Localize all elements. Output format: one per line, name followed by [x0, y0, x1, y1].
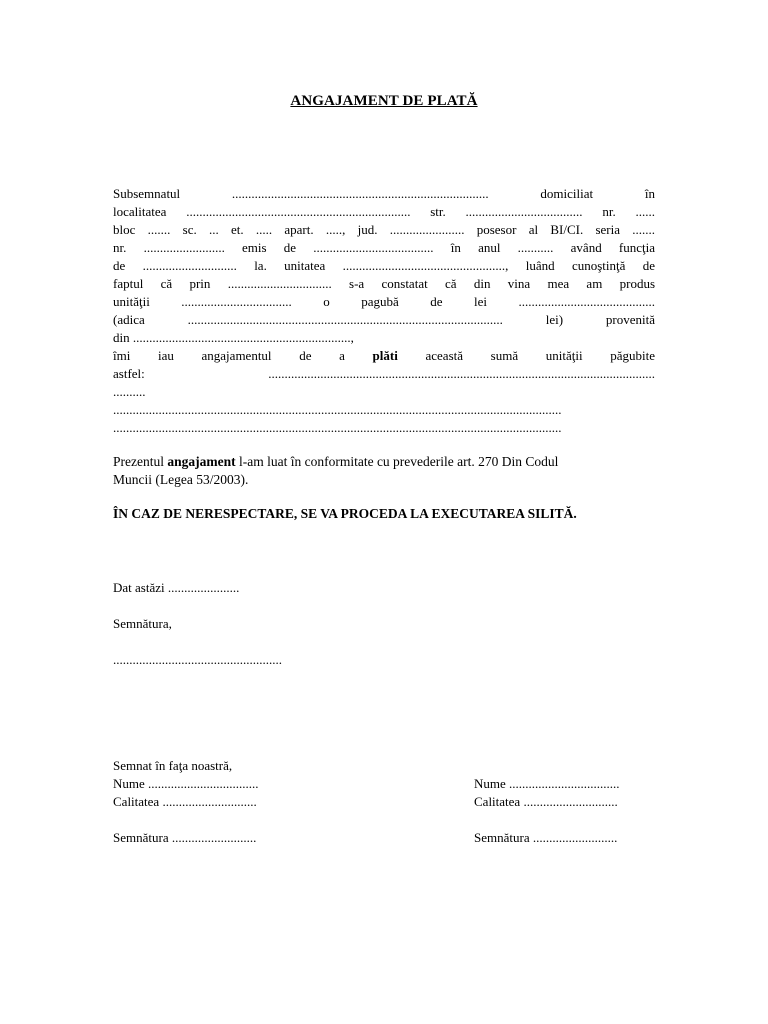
legal-line-1 [113, 453, 558, 471]
dots-line-1: .......................................................................................................................................... [113, 402, 562, 417]
pay-commitment-line [113, 347, 655, 365]
pay-line-bold-word: plăti [372, 348, 398, 363]
body-line-2: localitatea ..................................................................... str. .................................... nr. ...... [113, 204, 655, 219]
legal-line-2: Muncii (Legea 53/2003). [113, 472, 249, 487]
dots-line-2: .......................................................................................................................................... [113, 420, 562, 435]
witness-right-name: Nume .................................. [474, 776, 620, 791]
body-line-8: (adica ................................................................................................. lei) provenită [113, 312, 655, 327]
legal-line-part-1: Prezentul [113, 454, 164, 469]
body-line-9: din ..................................................................., [113, 330, 354, 345]
witness-right-role: Calitatea ............................. [474, 794, 618, 809]
body-line-4: nr. ......................... emis de ..................................... în anul ........... având funcţia [113, 240, 655, 255]
legal-line-bold-word: angajament [167, 454, 236, 469]
astfel-line: astfel: ....................................................................................................................... [113, 366, 655, 381]
witness-header: Semnat în faţa noastră, [113, 758, 233, 773]
date-line: Dat astăzi ...................... [113, 580, 240, 595]
signature-dots: .................................................... [113, 652, 282, 667]
document-title: ANGAJAMENT DE PLATĂ [290, 93, 478, 109]
witness-left-role: Calitatea ............................. [113, 794, 257, 809]
legal-line-part-2: l-am luat în conformitate cu prevederile art. 270 Din Codul [238, 454, 559, 469]
witness-right-signature: Semnătura .......................... [474, 830, 618, 845]
pay-line-part-2: această sumă unităţii păgubite [425, 348, 655, 363]
dots-tail-line: .......... [113, 384, 146, 399]
enforcement-warning: ÎN CAZ DE NERESPECTARE, SE VA PROCEDA LA EXECUTAREA SILITĂ. [113, 506, 577, 521]
body-line-1: Subsemnatul ............................................................................... domiciliat în [113, 186, 655, 201]
pay-line-part-1: îmi iau angajamentul de a [113, 348, 345, 363]
body-line-6: faptul că prin ................................ s-a constatat că din vina mea am produs [113, 276, 655, 291]
signature-label: Semnătura, [113, 616, 172, 631]
witness-left-name: Nume .................................. [113, 776, 259, 791]
body-line-5: de ............................. la. unitatea .................................................., luând cunoştinţă de [113, 258, 655, 273]
body-line-7: unităţii .................................. o pagubă de lei .......................................... [113, 294, 655, 309]
witness-left-signature: Semnătura .......................... [113, 830, 257, 845]
body-line-3: bloc ....... sc. ... et. ..... apart. ....., jud. ....................... posesor al BI/CI. seria ....... [113, 222, 655, 237]
